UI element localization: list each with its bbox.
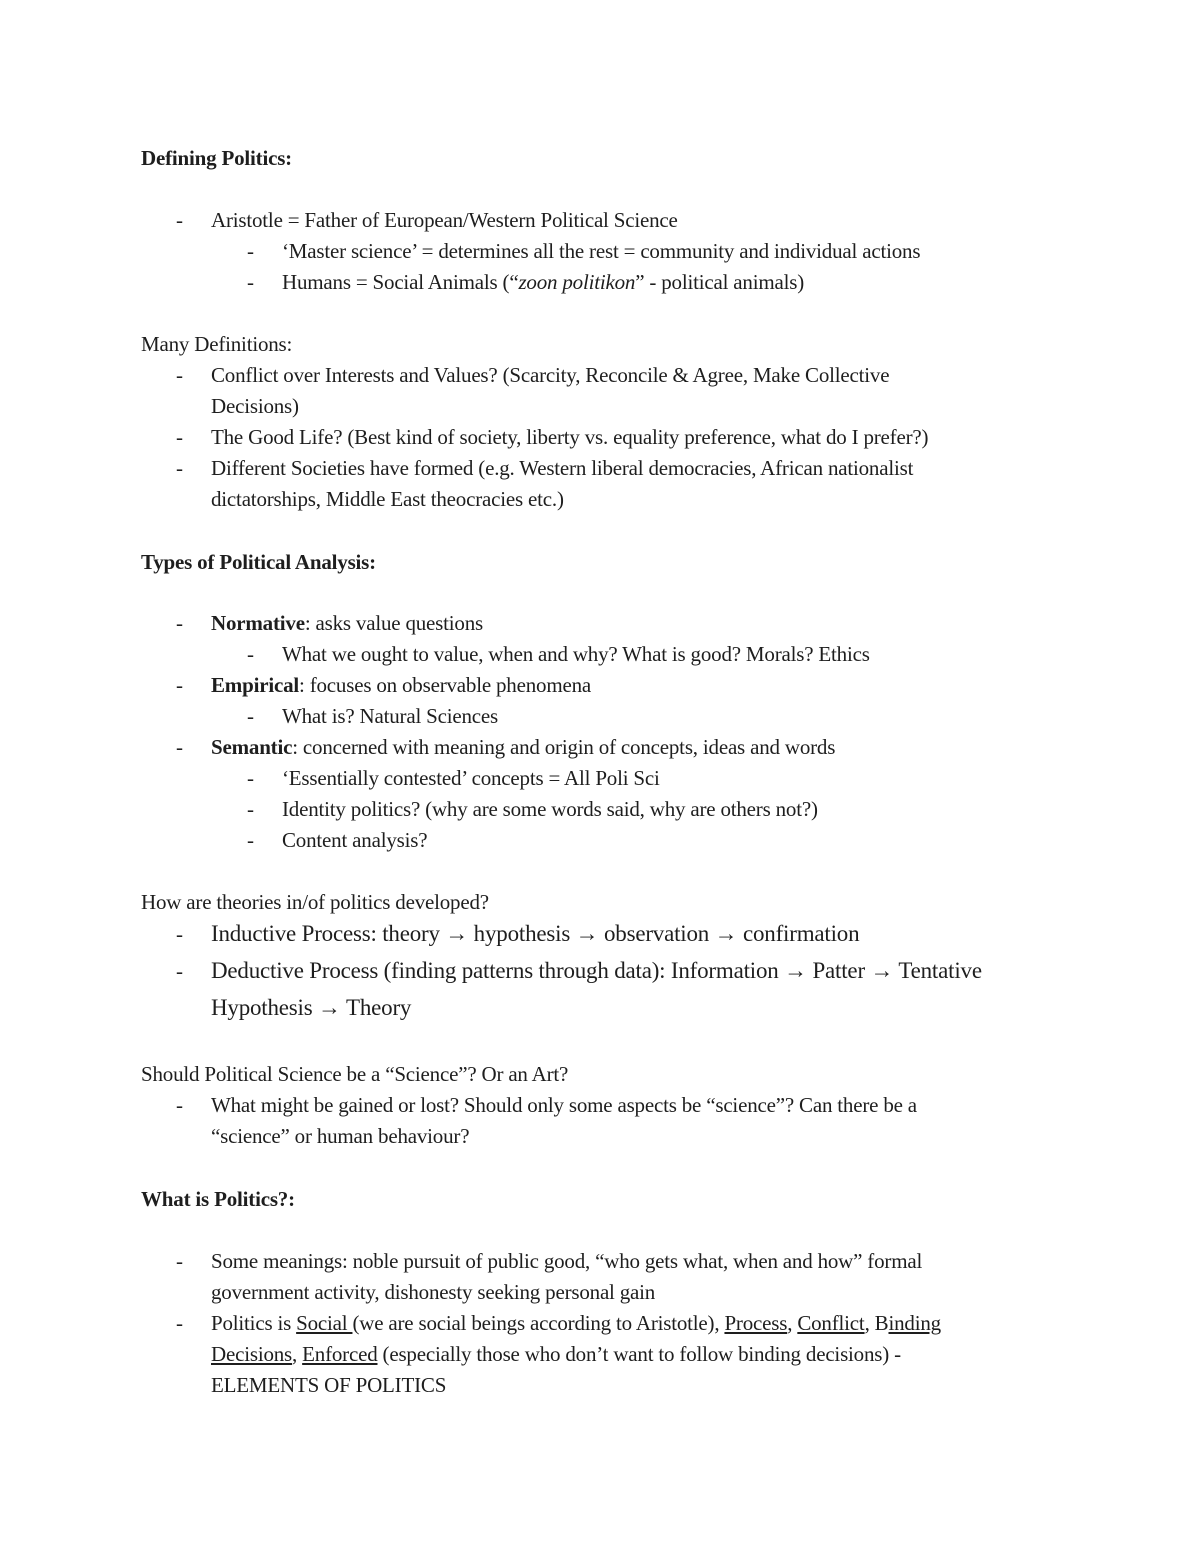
item-science-line2: “science” or human behaviour? bbox=[211, 1124, 470, 1148]
bullet: - bbox=[176, 425, 183, 449]
subitem-semantic-3: Content analysis? bbox=[282, 828, 428, 852]
bullet: - bbox=[176, 735, 183, 759]
bullet: - bbox=[247, 766, 254, 790]
heading-types-analysis: Types of Political Analysis: bbox=[141, 550, 376, 574]
item-semantic: Semantic: concerned with meaning and origin of concepts, ideas and words bbox=[211, 735, 836, 759]
item-conflict-line1: Conflict over Interests and Values? (Scarcity, Reconcile & Agree, Make Collective bbox=[211, 363, 890, 387]
item-societies-line1: Different Societies have formed (e.g. Western liberal democracies, African nationalist bbox=[211, 456, 914, 480]
bullet: - bbox=[176, 363, 183, 387]
bullet: - bbox=[176, 959, 183, 983]
item-inductive: Inductive Process: theory → hypothesis → observation → confirmation bbox=[211, 921, 860, 946]
bullet: - bbox=[176, 673, 183, 697]
item-science-line1: What might be gained or lost? Should only some aspects be “science”? Can there be a bbox=[211, 1093, 917, 1117]
bullet: - bbox=[247, 642, 254, 666]
subitem-semantic-1: ‘Essentially contested’ concepts = All Poli Sci bbox=[282, 766, 660, 790]
item-empirical: Empirical: focuses on observable phenomena bbox=[211, 673, 592, 697]
bullet: - bbox=[247, 797, 254, 821]
item-aristotle: Aristotle = Father of European/Western Political Science bbox=[211, 208, 678, 232]
bullet: - bbox=[176, 1311, 183, 1335]
subitem-semantic-2: Identity politics? (why are some words said, why are others not?) bbox=[282, 797, 818, 821]
bullet: - bbox=[176, 922, 183, 946]
bullet: - bbox=[247, 828, 254, 852]
item-deductive-line1: Deductive Process (finding patterns through data): Information → Patter → Tentative bbox=[211, 958, 982, 983]
heading-science-or-art: Should Political Science be a “Science”? Or an Art? bbox=[141, 1062, 569, 1086]
item-good-life: The Good Life? (Best kind of society, liberty vs. equality preference, what do I prefer?) bbox=[211, 425, 929, 449]
bullet: - bbox=[247, 270, 254, 294]
item-elements-line2: Decisions, Enforced (especially those who don’t want to follow binding decisions) - bbox=[211, 1342, 901, 1366]
heading-theories: How are theories in/of politics developed? bbox=[141, 890, 489, 914]
heading-defining-politics: Defining Politics: bbox=[141, 146, 292, 170]
item-meanings-line1: Some meanings: noble pursuit of public good, “who gets what, when and how” formal bbox=[211, 1249, 923, 1273]
item-normative: Normative: asks value questions bbox=[211, 611, 483, 635]
item-meanings-line2: government activity, dishonesty seeking personal gain bbox=[211, 1280, 656, 1304]
item-societies-line2: dictatorships, Middle East theocracies etc.) bbox=[211, 487, 564, 511]
bullet: - bbox=[176, 611, 183, 635]
bullet: - bbox=[176, 1093, 183, 1117]
heading-many-definitions: Many Definitions: bbox=[141, 332, 293, 356]
subitem-empirical: What is? Natural Sciences bbox=[282, 704, 498, 728]
item-elements-line1: Politics is Social (we are social beings according to Aristotle), Process, Conflict, Binding bbox=[211, 1311, 941, 1335]
item-conflict-line2: Decisions) bbox=[211, 394, 299, 418]
item-elements-line3: ELEMENTS OF POLITICS bbox=[211, 1373, 447, 1397]
bullet: - bbox=[176, 456, 183, 480]
subitem-humans-social: Humans = Social Animals (“zoon politikon” - political animals) bbox=[282, 270, 805, 294]
subitem-master-science: ‘Master science’ = determines all the rest = community and individual actions bbox=[282, 239, 921, 263]
bullet: - bbox=[176, 208, 183, 232]
bullet: - bbox=[176, 1249, 183, 1273]
subitem-normative: What we ought to value, when and why? What is good? Morals? Ethics bbox=[282, 642, 870, 666]
bullet: - bbox=[247, 704, 254, 728]
item-deductive-line2: Hypothesis → Theory bbox=[211, 995, 412, 1020]
bullet: - bbox=[247, 239, 254, 263]
heading-what-is-politics: What is Politics?: bbox=[141, 1187, 295, 1211]
